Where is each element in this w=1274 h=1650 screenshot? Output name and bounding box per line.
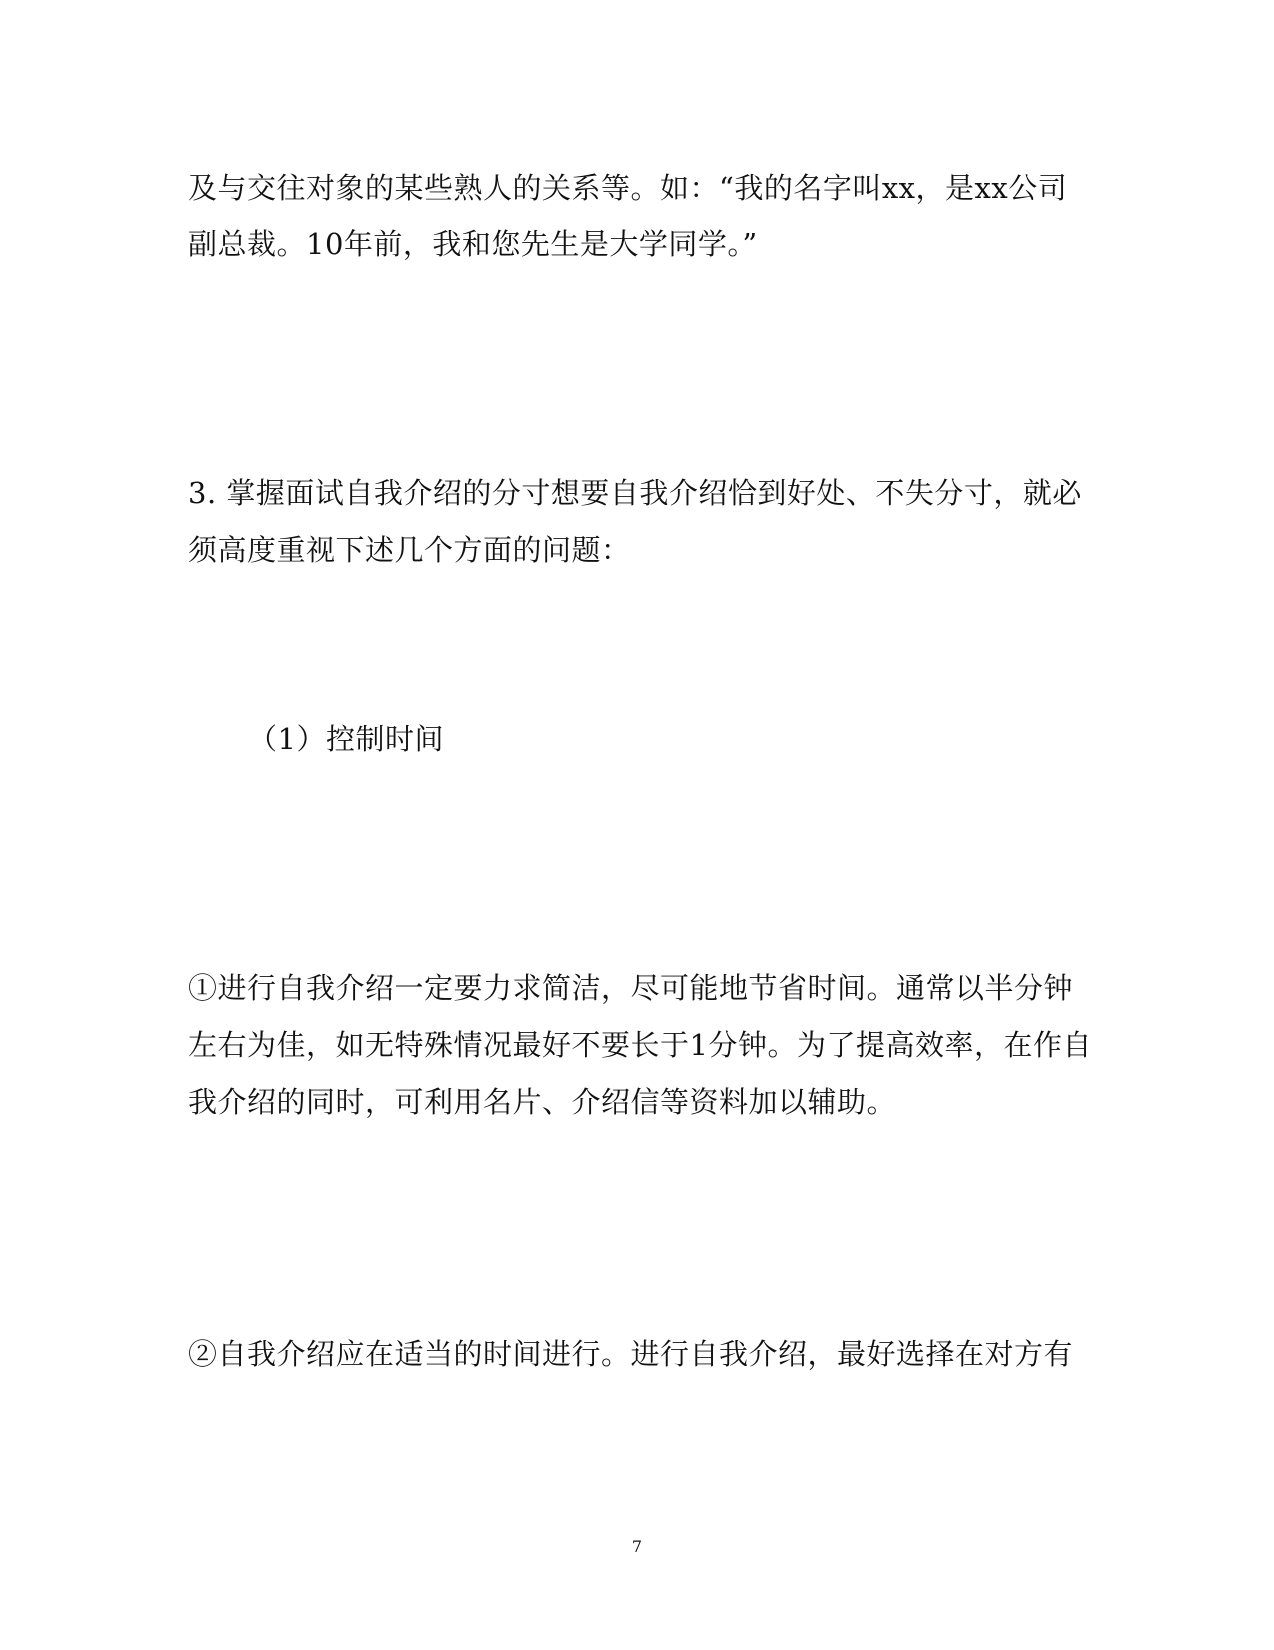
text-line: 及与交往对象的某些熟人的关系等。如：“我的名字叫xx，是xx公司 — [188, 171, 1068, 205]
text-line: 须高度重视下述几个方面的问题： — [188, 533, 631, 567]
text-line: 我介绍的同时，可利用名片、介绍信等资料加以辅助。 — [188, 1085, 897, 1119]
text-line: 副总裁。10年前，我和您先生是大学同学。” — [188, 227, 758, 261]
text-line: ①进行自我介绍一定要力求简洁，尽可能地节省时间。通常以半分钟 — [188, 971, 1074, 1005]
page-number: 7 — [631, 1537, 643, 1556]
text-line: 左右为佳，如无特殊情况最好不要长于1分钟。为了提高效率，在作自 — [188, 1028, 1092, 1062]
text-line: 3. 掌握面试自我介绍的分寸想要自我介绍恰到好处、不失分寸，就必 — [188, 476, 1082, 510]
text-line: ②自我介绍应在适当的时间进行。进行自我介绍，最好选择在对方有 — [188, 1337, 1074, 1371]
section-heading: （1）控制时间 — [248, 722, 444, 756]
